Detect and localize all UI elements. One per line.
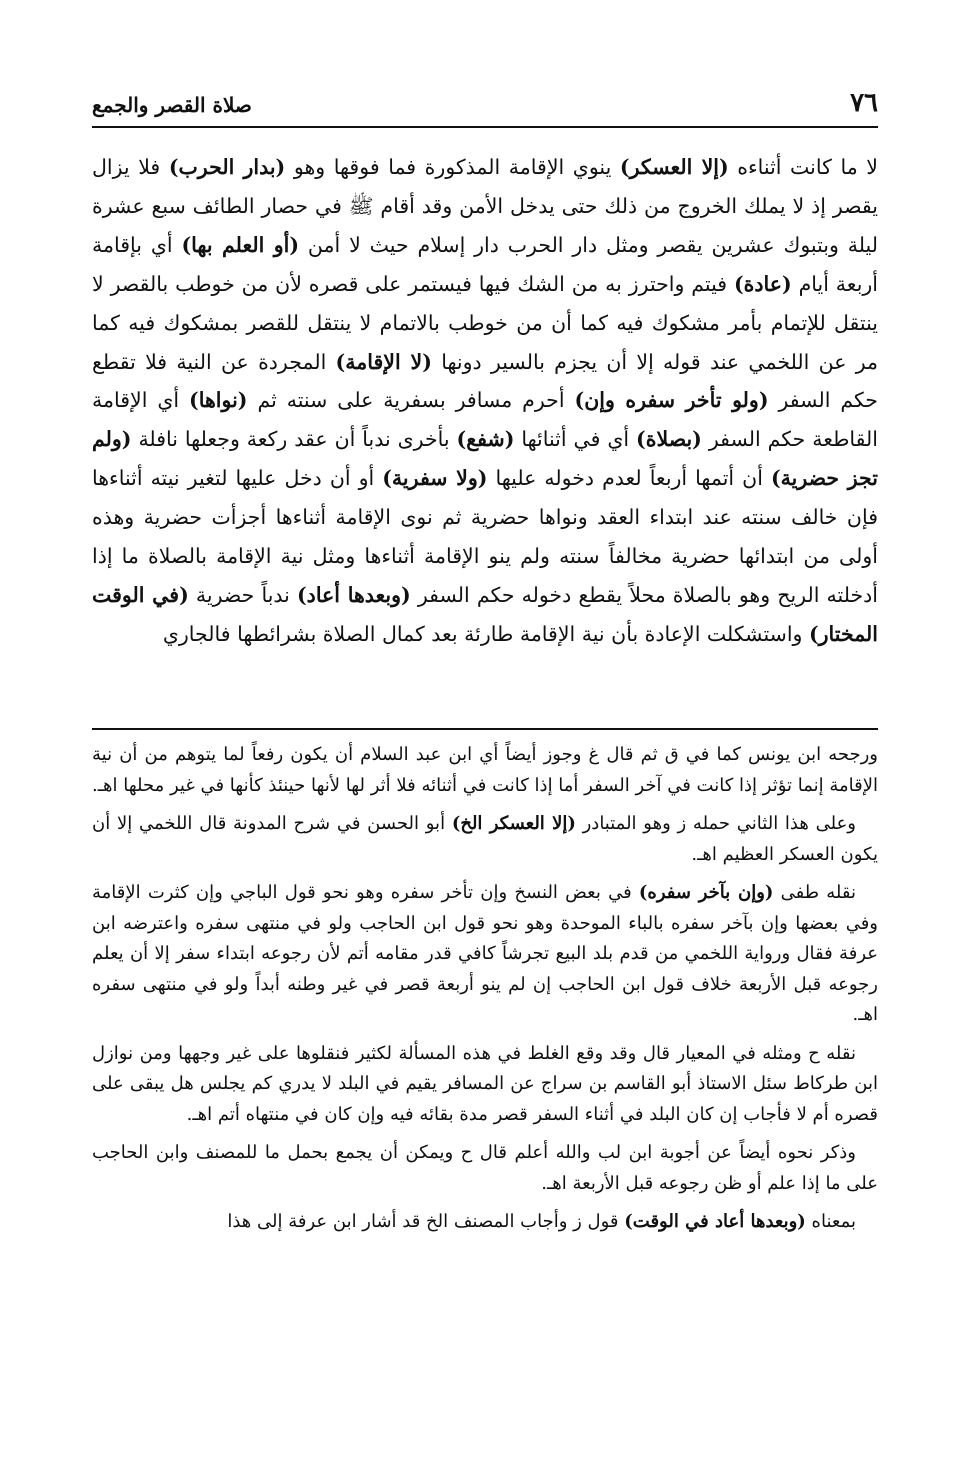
text-run: أبو الحسن في شرح المدونة قال اللخمي إلا أن يكون العسكر العظيم اهـ. xyxy=(92,813,878,865)
text-run: فلا يزال يقصر إذ لا يملك الخروج من ذلك حتى يدخل الأمن وقد أقام ﷺ في حصار الطائف سبع عشرة ليلة وبتبوك عشرين يقصر ومثل دار الحرب دار إسلام حيث لا أمن xyxy=(92,155,878,257)
footnote-4: نقله ح ومثله في المعيار قال وقد وقع الغلط في هذه المسألة لكثير فنقلوها على غير وجهها ومن نوازل ابن طركاط سئل الاستاذ أبو القاسم بن سراج عن المسافر يقيم في البلد لا يدري كم يجلس هل يبقى على قصره أم لا فأجاب إن كان البلد في أثناء السفر قصر مدة بقائه فيه وإن كان في منتهاه أتم اهـ. xyxy=(92,1042,878,1125)
text-run: نقله طفى xyxy=(773,882,856,903)
text-run: أي الإقامة القاطعة حكم السفر xyxy=(92,388,878,452)
text-run: أي بإقامة أربعة أيام xyxy=(92,232,878,296)
main-paragraph xyxy=(92,148,878,654)
text-run: وعلى هذا الثاني حمله ز وهو المتبادر xyxy=(575,813,856,834)
footnote-1: ورجحه ابن يونس كما في ق ثم قال غ وجوز أيضاً أي ابن عبد السلام أن يكون رفعاً لما يتوهم من أن نية الإقامة إنما تؤثر إذا كانت في آخر السفر أما إذا كانت في أثنائه فلا أثر لها لأنها حينئذ كأنها في غير محلها اهـ. xyxy=(92,744,878,796)
matn-phrase: (نواها) xyxy=(189,388,248,413)
footnote-3 xyxy=(92,878,878,1031)
text-run: قول ز وأجاب المصنف الخ قد أشار ابن عرفة إلى هذا xyxy=(227,1211,625,1232)
text-run: أي في أثنائها xyxy=(514,427,637,452)
text-run: لا ما كانت أثناءه xyxy=(728,155,878,179)
matn-phrase: (وبعدها أعاد في الوقت) xyxy=(624,1211,806,1232)
footnotes xyxy=(92,740,878,1246)
text-run: ينوي الإقامة المذكورة فما فوقها وهو xyxy=(285,155,620,179)
matn-phrase: (بدار الحرب) xyxy=(168,155,286,179)
matn-phrase: (إلا العسكر الخ) xyxy=(451,813,576,834)
main-text xyxy=(92,148,878,654)
matn-phrase: (أو العلم بها) xyxy=(181,232,300,257)
page-header xyxy=(92,86,878,128)
matn-phrase: (ولو تأخر سفره وإن) xyxy=(574,388,769,413)
text-run: واستشكلت الإعادة بأن نية الإقامة طارئة بعد كمال الصلاة بشرائطها فالجاري xyxy=(162,621,809,646)
matn-phrase: (بصلاة) xyxy=(636,427,702,452)
text-run: المجردة عن النية فلا تقطع حكم السفر xyxy=(92,349,878,413)
footnote-divider xyxy=(92,728,878,730)
text-run: ندباً حضرية xyxy=(188,582,297,607)
matn-phrase: (ولا سفرية) xyxy=(382,466,488,491)
matn-phrase: (وبعدها أعاد) xyxy=(296,582,411,607)
text-run: في بعض النسخ وإن تأخر سفره وهو نحو قول الباجي وإن كثرت الإقامة وفي بعضها وإن بآخر سفره بالباء الموحدة وهو نحو قول ابن الحاجب ولو في منتهى سفره واعترضه ابن عرفة فقال ورواية اللخمي من قدم بلد البيع تجرشاً كافي قدر مقامه أتم لأن رجوعه ابتداء سفر إلا أن يعلم رجوعه قبل الأربعة خلاف قول ابن الحاجب إن لم ينو أربعة قصر في غير وطنه أبداً ولو في منتهى سفره اهـ. xyxy=(92,882,878,1025)
footnote-6 xyxy=(92,1207,878,1238)
running-title: صلاة القصر والجمع xyxy=(92,93,252,117)
matn-phrase: (شفع) xyxy=(456,427,515,452)
text-run: بمعناه xyxy=(805,1211,856,1232)
matn-phrase: (لا الإقامة) xyxy=(335,349,432,374)
matn-phrase: (عادة) xyxy=(733,271,792,296)
footnote-5: وذكر نحوه أيضاً عن أجوبة ابن لب والله أعلم قال ح ويمكن أن يجمع بحمل ما للمصنف وابن الحاجب على ما إذا علم أو ظن رجوعه قبل الأربعة اهـ. xyxy=(92,1142,878,1194)
matn-phrase: (ولم تجز حضرية) xyxy=(92,427,878,491)
text-run: أو أن دخل عليها لتغير نيته أثناءها فإن خالف سنته عند ابتداء العقد ونواها حضرية ثم نوى الإقامة أثناءها أجزأت حضرية وهذه أولى من ابتدائها حضرية مخالفاً سنته ولم ينو الإقامة أثناءها ومثل نية الإقامة بالصلاة ما إذا أدخلته الريح وهو بالصلاة محلاً يقطع دخوله حكم السفر xyxy=(92,466,878,607)
text-run: بأخرى ندباً أن عقد ركعة وجعلها نافلة xyxy=(131,427,457,452)
matn-phrase: (في الوقت المختار) xyxy=(92,582,878,646)
text-run: فيتم واحترز به من الشك فيها فيستمر على قصره لأن من خوطب بالقصر لا ينتقل للإتمام بأمر مشكوك فيه كما أن من خوطب بالاتمام لا ينتقل للقصر بمشكوك فيه كما مر عن اللخمي عند قوله إلا أن يجزم بالسير دونها xyxy=(92,271,878,374)
matn-phrase: (إلا العسكر) xyxy=(619,155,729,179)
page-number: ٧٦ xyxy=(850,88,878,118)
matn-phrase: (وإن بآخر سفره) xyxy=(638,882,774,903)
text-run: أحرم مسافر بسفرية على سنته ثم xyxy=(247,388,575,413)
text-run: أن أتمها أربعاً لعدم دخوله عليها xyxy=(487,466,771,491)
footnote-2 xyxy=(92,809,878,870)
